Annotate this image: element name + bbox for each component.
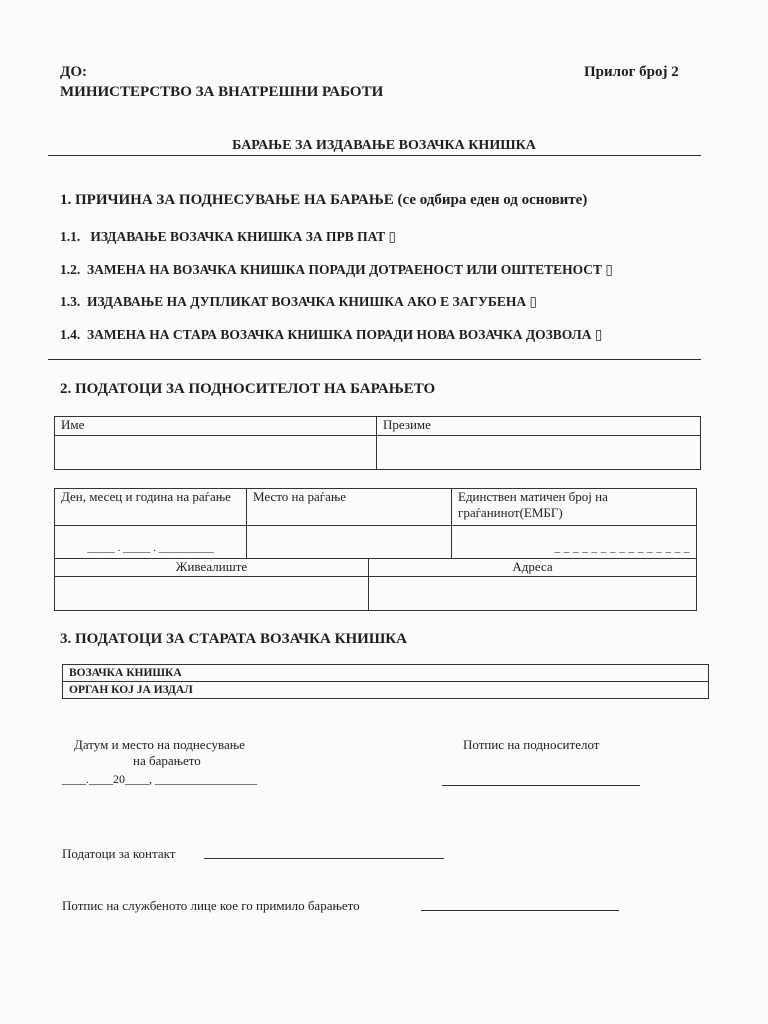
surname-label: Презиме bbox=[377, 417, 701, 436]
date-place-label-line2: на барањето bbox=[133, 753, 201, 768]
birthplace-label: Место на раѓање bbox=[247, 489, 452, 526]
option-number: 1.3. bbox=[60, 294, 81, 309]
contact-label: Податоци за контакт bbox=[62, 846, 176, 861]
embg-field[interactable]: _ _ _ _ _ _ _ _ _ _ _ _ _ _ _ bbox=[452, 526, 697, 559]
address-label: Адреса bbox=[369, 559, 697, 577]
option-number: 1.1. bbox=[60, 229, 81, 244]
date-place-field[interactable]: ____.____20____, _________________ bbox=[62, 772, 257, 786]
section2-heading: 2. ПОДАТОЦИ ЗА ПОДНОСИТЕЛОТ НА БАРАЊЕТО bbox=[60, 381, 436, 397]
residence-label: Живеалиште bbox=[55, 559, 369, 577]
option-1-2[interactable] bbox=[60, 262, 613, 278]
form-title: БАРАЊЕ ЗА ИЗДАВАЊЕ ВОЗАЧКА КНИШКА bbox=[232, 138, 536, 153]
section1-divider bbox=[48, 359, 701, 360]
option-1-3[interactable] bbox=[60, 294, 537, 310]
birthdate-field[interactable]: _____ . _____ . __________ bbox=[55, 526, 247, 559]
option-number: 1.4. bbox=[60, 327, 81, 342]
checkbox-icon[interactable]: ▯ bbox=[605, 262, 613, 277]
applicant-signature-label: Потпис на подносителот bbox=[463, 737, 600, 752]
birthdate-label: Ден, месец и година на раѓање bbox=[55, 489, 247, 526]
applicant-signature-line[interactable] bbox=[442, 785, 640, 786]
title-divider bbox=[48, 155, 701, 156]
date-place-label-line1: Датум и место на поднесување bbox=[74, 737, 245, 752]
option-text: ЗАМЕНА НА СТАРА ВОЗАЧКА КНИШКА ПОРАДИ НОВА ВОЗАЧКА ДОЗВОЛА bbox=[87, 327, 592, 342]
option-1-1[interactable] bbox=[60, 229, 396, 245]
option-1-4[interactable] bbox=[60, 327, 602, 343]
birthplace-field[interactable] bbox=[247, 526, 452, 559]
checkbox-icon[interactable]: ▯ bbox=[529, 294, 537, 309]
name-field[interactable] bbox=[55, 436, 377, 470]
attachment-number: Прилог број 2 bbox=[584, 64, 679, 80]
section1-heading bbox=[60, 192, 587, 209]
birth-details-table bbox=[54, 488, 697, 559]
applicant-name-table bbox=[54, 416, 701, 470]
old-license-table bbox=[62, 664, 709, 699]
section1-heading-bold: 1. ПРИЧИНА ЗА ПОДНЕСУВАЊЕ НА БАРАЊЕ bbox=[60, 192, 394, 208]
option-text: ИЗДАВАЊЕ НА ДУПЛИКАТ ВОЗАЧКА КНИШКА АКО Е ЗАГУБЕНА bbox=[87, 294, 527, 309]
official-signature-label: Потпис на службеното лице кое го примило барањето bbox=[62, 898, 360, 913]
section1-heading-note: (се одбира еден од основите) bbox=[397, 192, 588, 208]
surname-field[interactable] bbox=[377, 436, 701, 470]
embg-label: Единствен матичен број на граѓанинот(ЕМБГ) bbox=[452, 489, 697, 526]
residence-field[interactable] bbox=[55, 577, 369, 611]
residence-table bbox=[54, 558, 697, 611]
old-license-row[interactable]: ВОЗАЧКА КНИШКА bbox=[63, 665, 709, 682]
checkbox-icon[interactable]: ▯ bbox=[388, 229, 396, 244]
ministry-name: МИНИСТЕРСТВО ЗА ВНАТРЕШНИ РАБОТИ bbox=[60, 84, 384, 100]
address-field[interactable] bbox=[369, 577, 697, 611]
option-text: ИЗДАВАЊЕ ВОЗАЧКА КНИШКА ЗА ПРВ ПАТ bbox=[90, 229, 386, 244]
checkbox-icon[interactable]: ▯ bbox=[594, 327, 603, 342]
contact-line[interactable] bbox=[204, 858, 444, 859]
option-number: 1.2. bbox=[60, 262, 81, 277]
official-signature-line[interactable] bbox=[421, 910, 619, 911]
section3-heading: 3. ПОДАТОЦИ ЗА СТАРАТА ВОЗАЧКА КНИШКА bbox=[60, 631, 408, 647]
to-label: ДО: bbox=[60, 64, 87, 80]
issuing-authority-row[interactable]: ОРГАН КОЈ ЈА ИЗДАЛ bbox=[63, 682, 709, 699]
option-text: ЗАМЕНА НА ВОЗАЧКА КНИШКА ПОРАДИ ДОТРАЕНОСТ ИЛИ ОШТЕТЕНОСТ bbox=[87, 262, 603, 277]
name-label: Име bbox=[55, 417, 377, 436]
